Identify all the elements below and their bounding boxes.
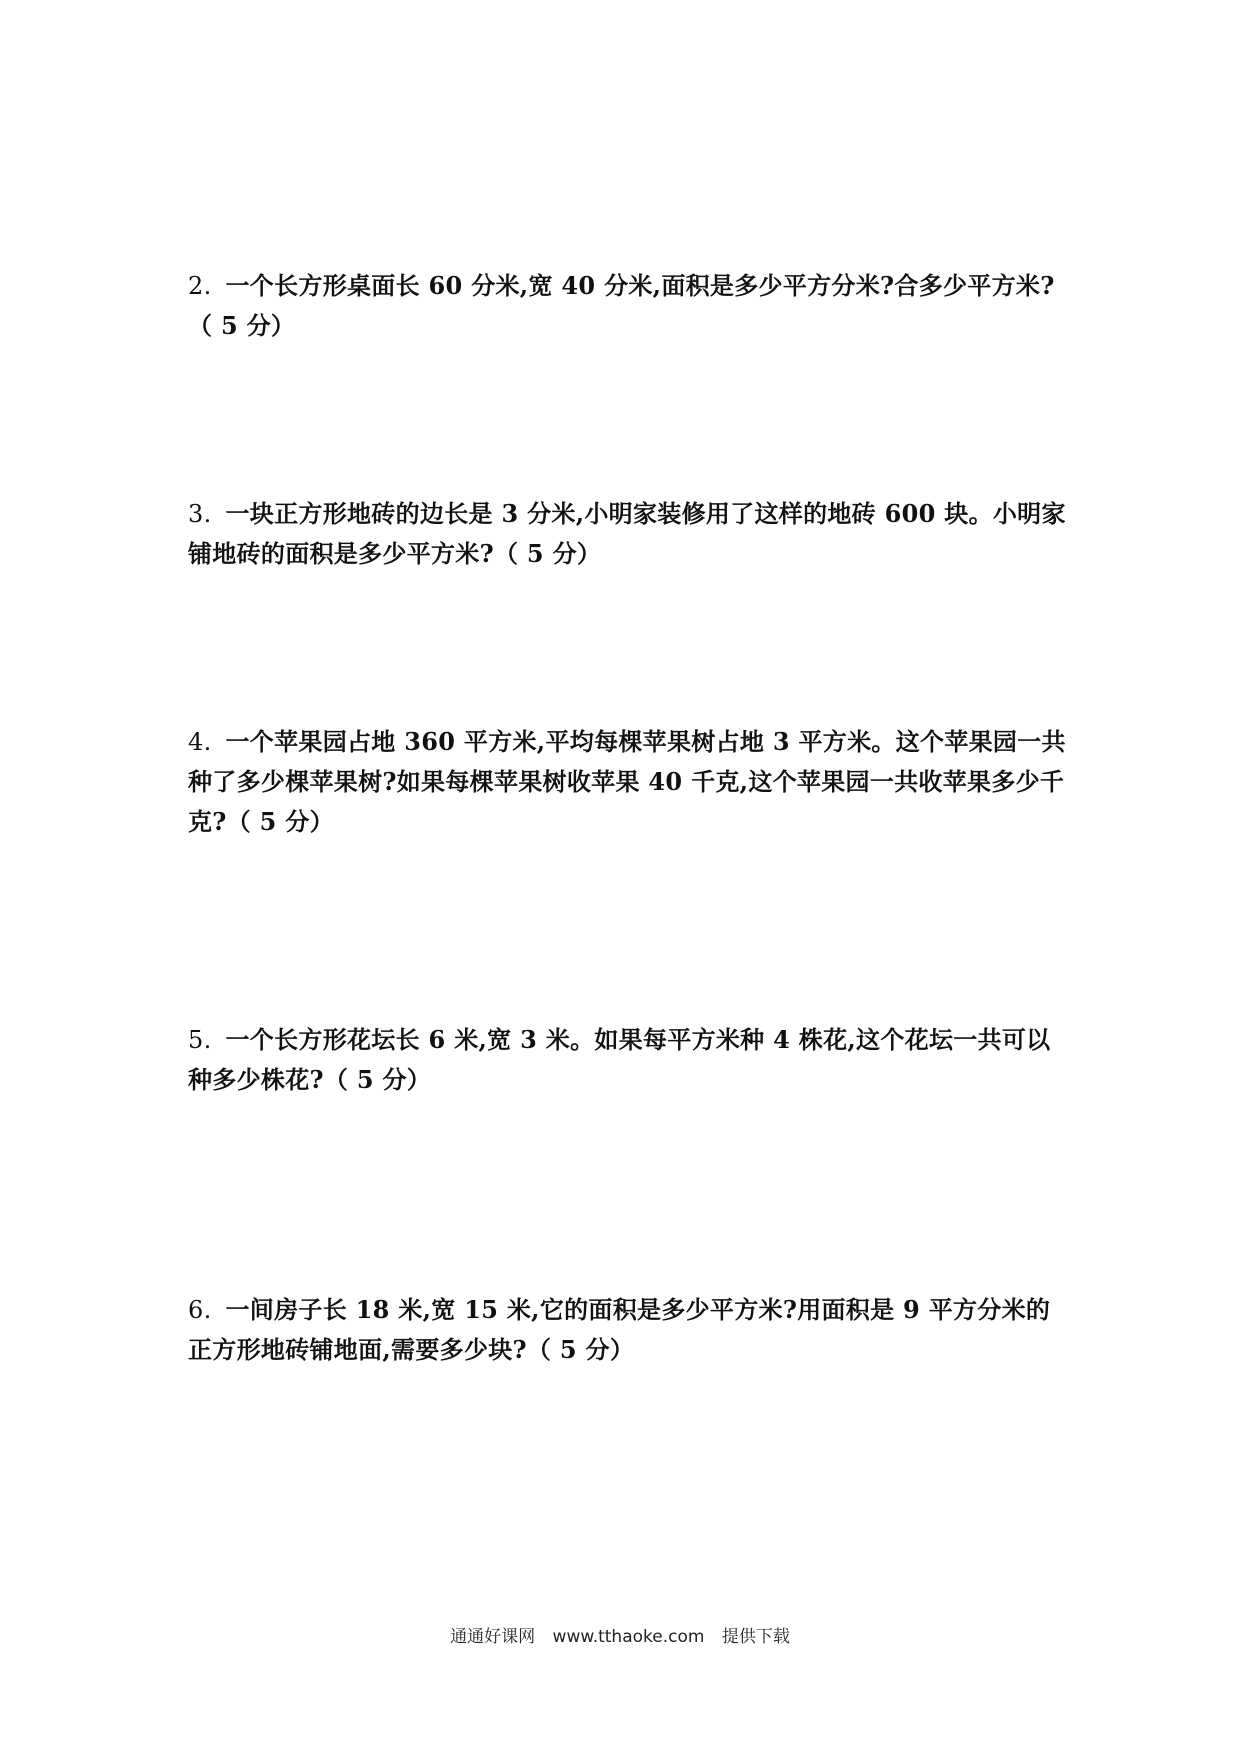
- question-number: 4.: [188, 728, 212, 756]
- question-text: 一块正方形地砖的边长是 3 分米,小明家装修用了这样的地砖 600 块。小明家铺地砖的面积是多少平方米?（ 5 分）: [188, 499, 1066, 568]
- question-text: 一间房子长 18 米,宽 15 米,它的面积是多少平方米?用面积是 9 平方分米的正方形地砖铺地面,需要多少块?（ 5 分）: [188, 1295, 1051, 1364]
- question-text: 一个长方形桌面长 60 分米,宽 40 分米,面积是多少平方分米?合多少平方米?（ 5 分）: [188, 271, 1055, 340]
- footer-site-name: 通通好课网: [450, 1627, 536, 1647]
- page-footer: [0, 1622, 1240, 1647]
- question-4: [188, 722, 1068, 842]
- question-number: 5.: [188, 1026, 212, 1054]
- question-3: [188, 494, 1068, 574]
- footer-suffix: 提供下载: [721, 1627, 790, 1647]
- question-text: 一个苹果园占地 360 平方米,平均每棵苹果树占地 3 平方米。这个苹果园一共种了多少棵苹果树?如果每棵苹果树收苹果 40 千克,这个苹果园一共收苹果多少千克?（ 5 分）: [188, 727, 1066, 836]
- question-5: [188, 1020, 1068, 1100]
- question-number: 6.: [188, 1296, 212, 1324]
- question-text: 一个长方形花坛长 6 米,宽 3 米。如果每平方米种 4 株花,这个花坛一共可以种多少株花?（ 5 分）: [188, 1025, 1051, 1094]
- question-number: 3.: [188, 500, 212, 528]
- footer-url: www.tthaoke.com: [552, 1627, 705, 1647]
- question-2: [188, 266, 1068, 346]
- question-6: [188, 1290, 1068, 1370]
- question-number: 2.: [188, 272, 212, 300]
